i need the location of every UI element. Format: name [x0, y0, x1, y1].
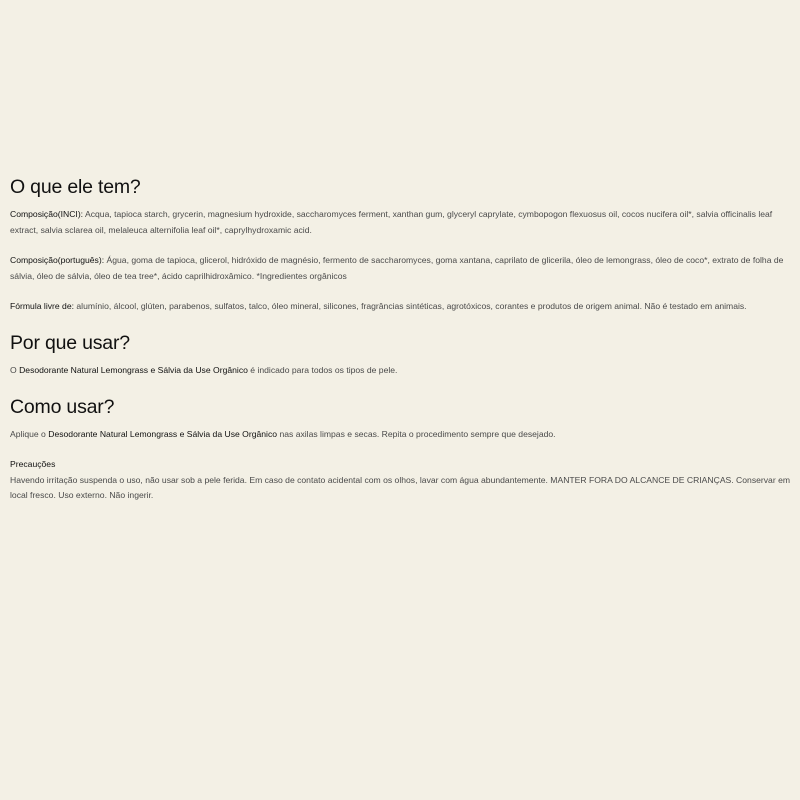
section-title-por-que-usar: Por que usar? — [10, 331, 130, 354]
why-use-post: é indicado para todos os tipos de pele. — [247, 364, 398, 375]
how-to-use-post: nas axilas limpas e secas. Repita o procedimento sempre que desejado. — [277, 428, 556, 439]
why-use-pre: O — [10, 364, 20, 375]
section-title-o-que-ele-tem: O que ele tem? — [10, 176, 141, 198]
precautions-label: Precauções — [10, 459, 56, 470]
composition-inci-text: Acqua, tapioca starch, grycerin, magnesium hydroxide, saccharomyces ferment, xanthan gum, glyceryl caprylate, cymbopogon flexuosus oil, cocos nucifera oil*, salvia officinalis leaf extract, salvia sclarea oil, melaleuca alternifolia leaf oil*, caprylhydroxamic acid. — [10, 209, 773, 235]
composition-portuguese-paragraph — [10, 253, 794, 284]
precautions-text: Havendo irritação suspenda o uso, não usar sob a pele ferida. Em caso de contato acidental com os olhos, lavar com água abundantemente. MANTER FORA DO ALCANCE DE CRIANÇAS. Conservar em local fresco. Uso externo. Não ingerir. — [10, 474, 791, 501]
product-description — [10, 174, 794, 504]
how-to-use-product-name: Desodorante Natural Lemongrass e Sálvia da Use Orgânico — [48, 428, 278, 439]
composition-portuguese-text: Água, goma de tapioca, glicerol, hidróxido de magnésio, fermento de saccharomyces, goma xantana, caprilato de glicerila, óleo de lemongrass, óleo de coco*, extrato de folha de sálvia, óleo de sálvia, óleo de tea tree*, ácido caprilhidroxâmico. *Ingredientes orgânicos — [10, 255, 784, 281]
free-from-label: Fórmula livre de: — [10, 301, 74, 312]
free-from-paragraph — [10, 299, 794, 315]
composition-portuguese-label: Composição(português): — [10, 255, 105, 266]
composition-inci-label: Composição(INCI): — [10, 209, 84, 219]
how-to-use-paragraph — [10, 427, 794, 443]
free-from-text: alumínio, álcool, glúten, parabenos, sulfatos, talco, óleo mineral, silicones, fragrâncias sintéticas, agrotóxicos, corantes e produtos de origem animal. Não é testado em animais. — [74, 301, 747, 312]
why-use-paragraph — [10, 363, 794, 379]
how-to-use-pre: Aplique o — [10, 428, 49, 439]
why-use-product-name: Desodorante Natural Lemongrass e Sálvia da Use Orgânico — [19, 364, 248, 375]
composition-inci-paragraph — [10, 207, 794, 238]
section-title-como-usar: Como usar? — [10, 395, 115, 418]
